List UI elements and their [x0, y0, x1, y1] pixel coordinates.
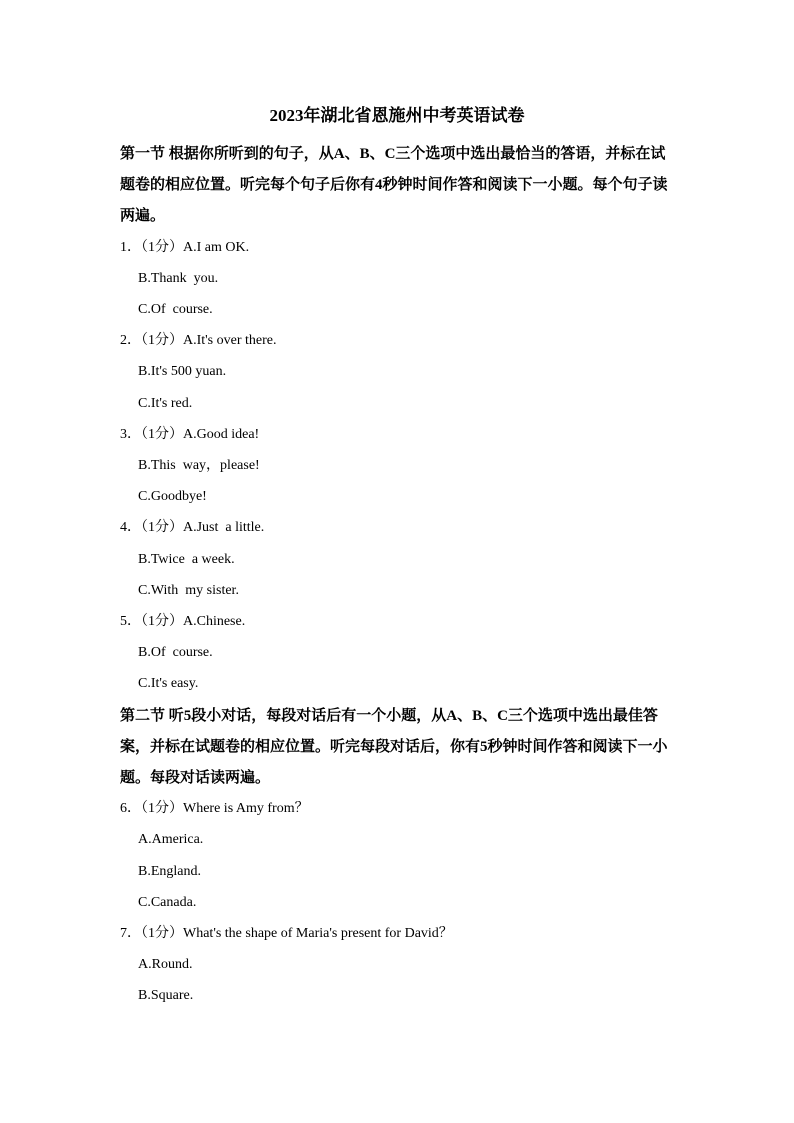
- question-6-option-b: B.England.: [138, 864, 201, 879]
- question-2-stem: 2．（1分）A.It's over there.: [120, 333, 277, 348]
- question-4-option-b: B.Twice a week.: [138, 552, 235, 567]
- question-1-option-b: B.Thank you.: [138, 271, 219, 286]
- question-2-option-b: B.It's 500 yuan.: [138, 364, 227, 379]
- question-3-option-b: B.This way，please!: [138, 458, 260, 473]
- section-2-instructions: 第二节 听5段小对话，每段对话后有一个小题，从A、B、C三个选项中选出最佳答案，并标在试题卷的相应位置。听完每段对话后，你有5秒钟时间作答和阅读下一小题。每段对话读两遍。: [120, 708, 668, 786]
- question-1-stem: 1．（1分）A.I am OK.: [120, 240, 250, 255]
- question-5-option-b: B.Of course.: [138, 645, 213, 660]
- question-5-stem: 5．（1分）A.Chinese.: [120, 614, 246, 629]
- exam-title: 2023年湖北省恩施州中考英语试卷: [269, 106, 525, 125]
- question-3-option-c: C.Goodbye!: [138, 489, 207, 504]
- question-4-option-c: C.With my sister.: [138, 583, 239, 598]
- question-2-option-c: C.It's red.: [138, 396, 193, 411]
- question-7-stem: 7．（1分）What's the shape of Maria's present for David？: [120, 926, 453, 941]
- question-6-stem: 6．（1分）Where is Amy from？: [120, 801, 309, 816]
- question-6-option-a: A.America.: [138, 832, 204, 847]
- question-7-option-b: B.Square.: [138, 988, 194, 1003]
- question-4-stem: 4．（1分）A.Just a little.: [120, 520, 265, 535]
- question-6-option-c: C.Canada.: [138, 895, 197, 910]
- question-3-stem: 3．（1分）A.Good idea!: [120, 427, 260, 442]
- question-1-option-c: C.Of course.: [138, 302, 213, 317]
- question-5-option-c: C.It's easy.: [138, 676, 199, 691]
- question-7-option-a: A.Round.: [138, 957, 193, 972]
- section-1-instructions: 第一节 根据你所听到的句子，从A、B、C三个选项中选出最恰当的答语，并标在试题卷的相应位置。听完每个句子后你有4秒钟时间作答和阅读下一小题。每个句子读两遍。: [120, 146, 668, 224]
